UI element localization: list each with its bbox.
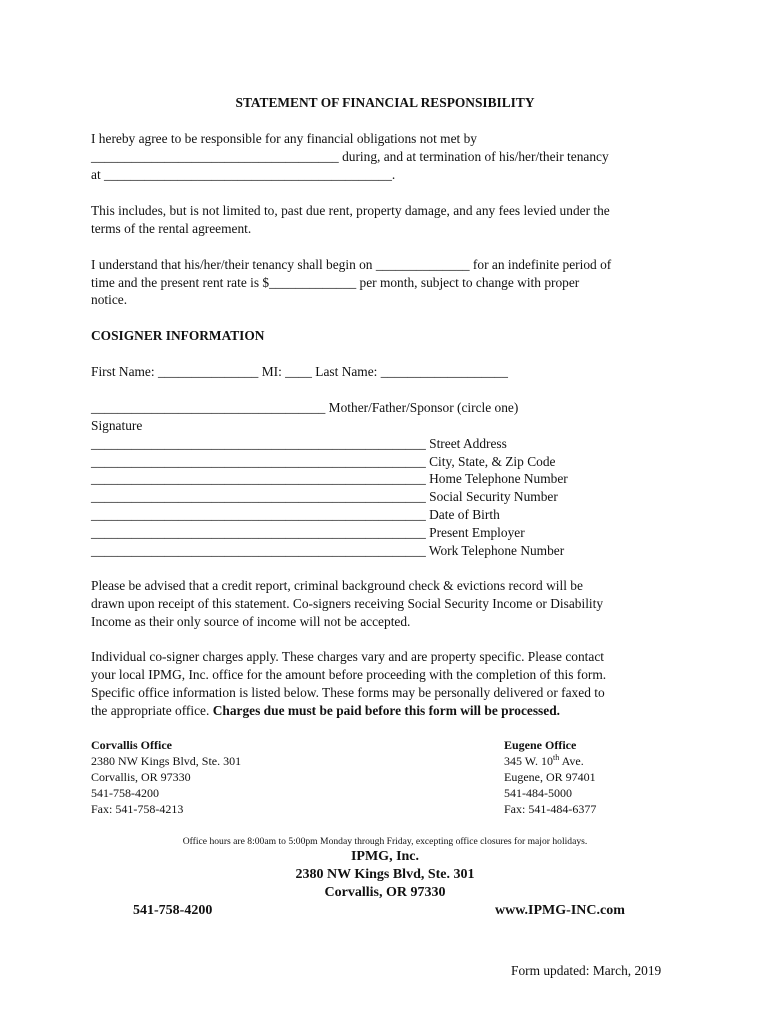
charges-line-4 xyxy=(91,702,560,720)
social-security-field[interactable] xyxy=(91,488,558,506)
intro-line-3: at ___________________________________________. xyxy=(91,167,396,182)
eugene-address-pre: 345 W. 10 xyxy=(504,754,554,768)
company-address: 2380 NW Kings Blvd, Ste. 301 xyxy=(295,867,475,882)
advised-line-1: Please be advised that a credit report, criminal background check & evictions record will be xyxy=(91,578,583,593)
form-updated: Form updated: March, 2019 xyxy=(511,963,662,978)
eugene-office-name: Eugene Office xyxy=(504,738,577,752)
intro-line-2: _____________________________________ during, and at termination of his/her/their tenancy xyxy=(91,149,609,164)
field-label: Social Security Number xyxy=(429,489,558,504)
field-label: Date of Birth xyxy=(429,507,500,522)
eugene-office-city: Eugene, OR 97401 xyxy=(504,770,596,784)
present-employer-field[interactable] xyxy=(91,524,525,542)
company-city: Corvallis, OR 97330 xyxy=(324,885,446,900)
corvallis-office-fax: Fax: 541-758-4213 xyxy=(91,802,184,816)
field-blank: __________________________________________________ xyxy=(91,507,426,522)
charges-line-2: your local IPMG, Inc. office for the amount before proceeding with the completion of this form. xyxy=(91,667,607,682)
tenancy-line-3: notice. xyxy=(91,292,128,307)
office-hours: Office hours are 8:00am to 5:00pm Monday through Friday, excepting office closures for major holidays. xyxy=(182,836,588,847)
field-blank: __________________________________________________ xyxy=(91,525,426,540)
company-phone: 541-758-4200 xyxy=(133,903,213,918)
cosigner-heading: COSIGNER INFORMATION xyxy=(91,328,265,343)
eugene-address-post: Ave. xyxy=(559,754,584,768)
charges-warning: Charges due must be paid before this form will be processed. xyxy=(212,703,561,718)
company-name: IPMG, Inc. xyxy=(350,849,420,864)
field-blank: __________________________________________________ xyxy=(91,471,426,486)
field-blank: __________________________________________________ xyxy=(91,489,426,504)
eugene-address-sup: th xyxy=(553,753,560,762)
charges-line-1: Individual co-signer charges apply. These charges vary and are property specific. Please contact xyxy=(91,649,604,664)
advised-line-3: Income as their only source of income will not be accepted. xyxy=(91,614,411,629)
field-label: Street Address xyxy=(429,436,507,451)
eugene-office-address xyxy=(504,753,584,770)
corvallis-office-city: Corvallis, OR 97330 xyxy=(91,770,191,784)
charges-line-3: Specific office information is listed below. These forms may be personally delivered or faxed to xyxy=(91,685,605,700)
eugene-office-fax: Fax: 541-484-6377 xyxy=(504,802,597,816)
field-label: Home Telephone Number xyxy=(429,471,568,486)
field-blank: __________________________________________________ xyxy=(91,543,426,558)
field-blank: __________________________________________________ xyxy=(91,436,426,451)
field-label: Present Employer xyxy=(429,525,525,540)
eugene-office-phone: 541-484-5000 xyxy=(504,786,572,800)
includes-line-1: This includes, but is not limited to, past due rent, property damage, and any fees levied under the xyxy=(91,203,610,218)
includes-line-2: terms of the rental agreement. xyxy=(91,221,252,236)
home-telephone-field[interactable] xyxy=(91,470,568,488)
field-label: City, State, & Zip Code xyxy=(429,454,556,469)
work-telephone-field[interactable] xyxy=(91,542,564,560)
field-label: Work Telephone Number xyxy=(428,543,565,558)
advised-line-2: drawn upon receipt of this statement. Co-signers receiving Social Security Income or Disability xyxy=(91,596,604,611)
tenancy-line-2: time and the present rent rate is $_____________ per month, subject to change with proper xyxy=(91,275,580,290)
tenancy-line-1: I understand that his/her/their tenancy shall begin on ______________ for an indefinite period of xyxy=(91,257,612,272)
corvallis-office-phone: 541-758-4200 xyxy=(91,786,159,800)
company-website[interactable]: www.IPMG-INC.com xyxy=(495,903,625,918)
charges-line-4-text: the appropriate office. xyxy=(91,703,210,718)
corvallis-office-name: Corvallis Office xyxy=(91,738,172,752)
date-of-birth-field[interactable] xyxy=(91,506,500,524)
signature-line[interactable]: ___________________________________ Mother/Father/Sponsor (circle one) xyxy=(91,400,519,415)
cosigner-name-line[interactable]: First Name: _______________ MI: ____ Last Name: ___________________ xyxy=(91,364,508,379)
corvallis-office-address: 2380 NW Kings Blvd, Ste. 301 xyxy=(91,754,242,768)
intro-line-1: I hereby agree to be responsible for any financial obligations not met by xyxy=(91,131,477,146)
street-address-field[interactable] xyxy=(91,435,507,453)
field-blank: __________________________________________________ xyxy=(91,454,426,469)
signature-label: Signature xyxy=(91,418,143,433)
form-title: STATEMENT OF FINANCIAL RESPONSIBILITY xyxy=(235,95,535,110)
city-state-zip-field[interactable] xyxy=(91,453,555,471)
